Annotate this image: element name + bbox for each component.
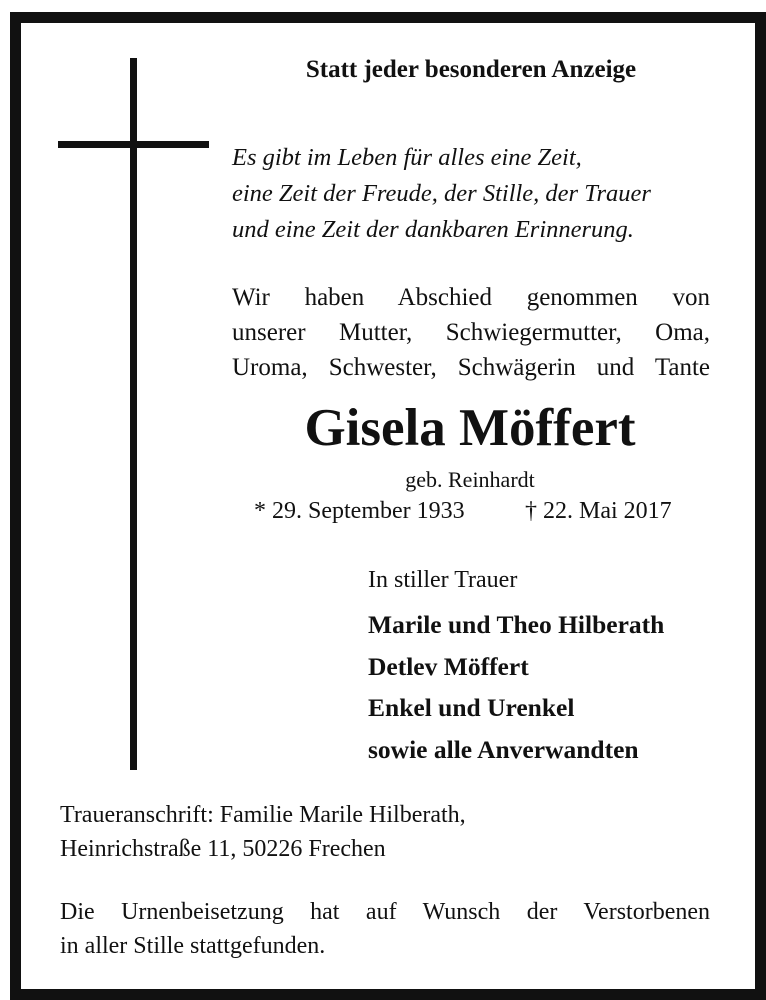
mourner-entry: Enkel und Urenkel (368, 693, 575, 722)
death-date: † 22. Mai 2017 (525, 498, 672, 524)
address-line: Heinrichstraße 11, 50226 Frechen (60, 836, 386, 862)
mourner-entry: sowie alle Anverwandten (368, 734, 639, 764)
notice-line: Die Urnenbeisetzung hat auf Wunsch der Verstorbenen (60, 899, 710, 925)
mourning-label: In stiller Trauer (368, 567, 518, 593)
birth-date: * 29. September 1933 (254, 498, 465, 524)
intro-line: unserer Mutter, Schwiegermutter, Oma, (232, 319, 710, 346)
maiden-name: geb. Reinhardt (405, 467, 535, 492)
cross-horizontal-bar (58, 141, 209, 148)
poem-line: und eine Zeit der dankbaren Erinnerung. (232, 216, 634, 243)
poem-quote (232, 140, 651, 248)
deceased-name: Gisela Möffert (304, 399, 636, 457)
mourners-list (368, 604, 664, 770)
announcement-header: Statt jeder besonderen Anzeige (305, 56, 637, 83)
burial-notice (60, 895, 710, 963)
mourner-entry: Marile und Theo Hilberath (368, 610, 665, 639)
poem-line: Es gibt im Leben für alles eine Zeit, (232, 144, 582, 171)
mourner-entry: Detlev Möffert (368, 651, 529, 681)
mourning-address (60, 798, 466, 866)
notice-line: in aller Stille stattgefunden. (60, 933, 326, 959)
cross-vertical-bar (130, 58, 137, 770)
poem-line: eine Zeit der Freude, der Stille, der Trauer (232, 180, 651, 207)
intro-line: Wir haben Abschied genommen von (232, 284, 710, 311)
address-line: Traueranschrift: Familie Marile Hilberath, (60, 802, 466, 828)
intro-line: Uroma, Schwester, Schwägerin und Tante (232, 354, 710, 381)
farewell-intro (232, 280, 710, 385)
